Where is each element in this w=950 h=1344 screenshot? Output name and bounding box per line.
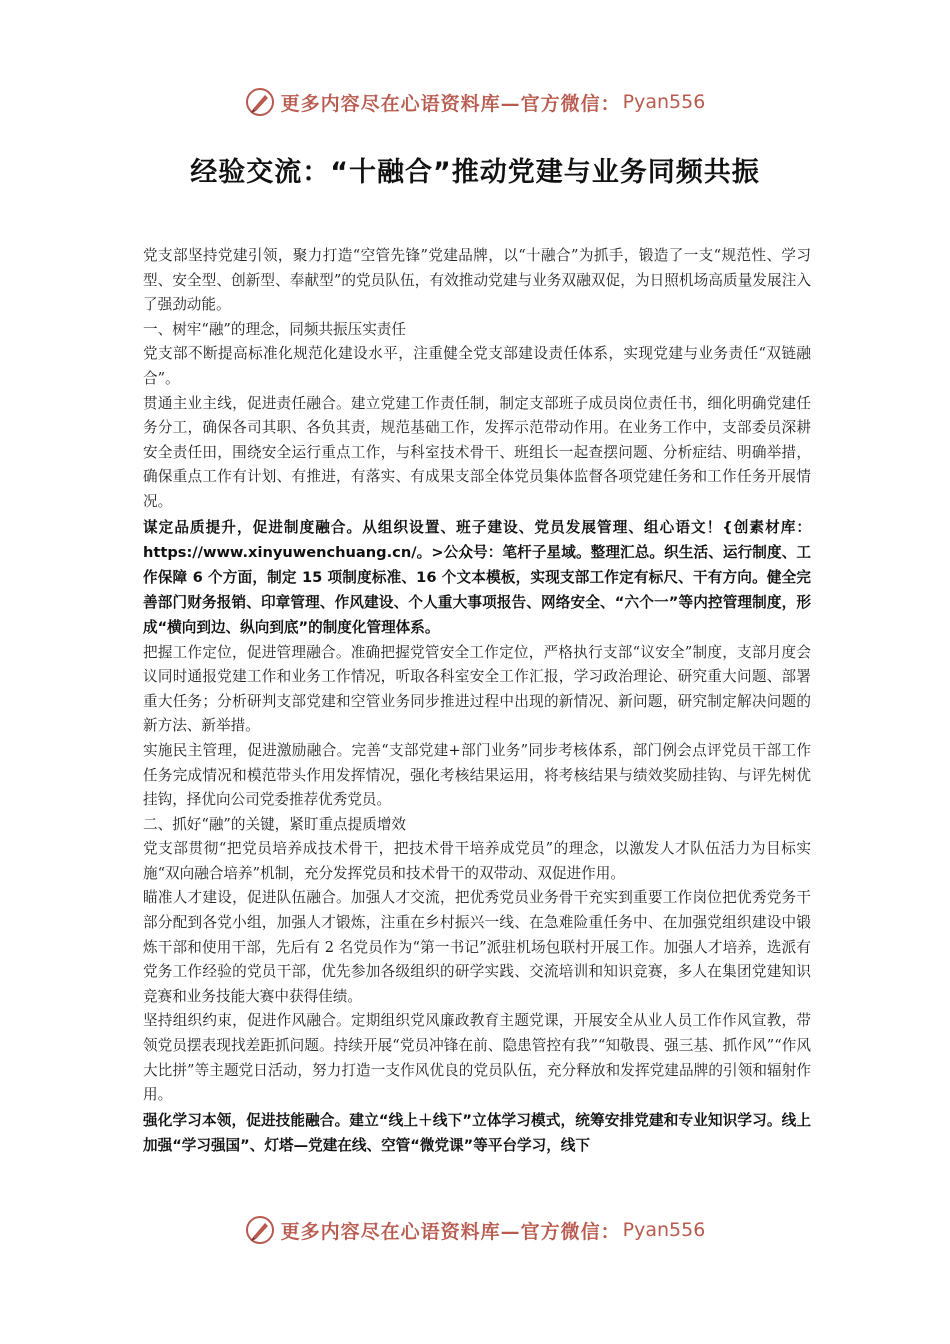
paragraph: 党支部贯彻“把党员培养成技术骨干，把技术骨干培养成党员”的理念，以激发人才队伍活力为目标实施“双向融合培养”机制，充分发挥党员和技术骨干的双带动、双促进作用。 xyxy=(143,840,811,882)
paragraph: 党支部坚持党建引领，聚力打造“空管先锋”党建品牌，以“十融合”为抓手，锻造了一支“规范性、学习型、安全型、创新型、奉献型”的党员队伍，有效推动党建与业务双融双促，为日照机场高质量发展注入了强劲动能。 xyxy=(143,247,811,314)
paragraph: 坚持组织约束，促进作风融合。定期组织党风廉政教育主题党课，开展安全从业人员工作作风宣教，带领党员摆表现找差距抓问题。持续开展“党员冲锋在前、隐患管控有我”“知敬畏、强三基、抓作风”“作风大比拼”等主题党日活动，努力打造一支作风优良的党员队伍，充分释放和发挥党建品牌的引领和辐射作用。 xyxy=(143,1012,811,1104)
pen-logo-icon xyxy=(245,1215,275,1245)
document-body xyxy=(143,244,811,1158)
document-title: 经验交流：“十融合”推动党建与业务同频共振 xyxy=(190,157,760,188)
section-heading: 一、树牢“融”的理念，同频共振压实责任 xyxy=(143,320,407,338)
paragraph: 实施民主管理，促进激励融合。完善“支部党建+部门业务”同步考核体系，部门例会点评党员干部工作任务完成情况和模范带头作用发挥情况，强化考核结果运用，将考核结果与绩效奖励挂钩、与评先树优挂钩，择优向公司党委推荐优秀党员。 xyxy=(143,741,811,809)
header-banner xyxy=(0,82,950,122)
section-heading: 二、抓好“融”的关键，紧盯重点提质增效 xyxy=(143,815,407,833)
pen-logo-icon xyxy=(245,87,275,117)
banner-wechat-id: Pyan556 xyxy=(622,91,706,113)
paragraph: 把握工作定位，促进管理融合。准确把握党管安全工作定位，严格执行支部“议安全”制度，支部月度会议同时通报党建工作和业务工作情况，听取各科室安全工作汇报，学习政治理论、研究重大问题、部署重大任务；分析研判支部党建和空管业务同步推进过程中出现的新情况、新问题，研究制定解决问题的新方法、新举措。 xyxy=(143,643,811,735)
paragraph: 贯通主业主线，促进责任融合。建立党建工作责任制，制定支部班子成员岗位责任书，细化明确党建任务分工，确保各司其职、各负其责，规范基础工作，发挥示范带动作用。在业务工作中，支部委员深耕安全责任田，围绕安全运行重点工作，与科室技术骨干、班组长一起查摆问题、分析症结、明确举措，确保重点工作有计划、有推进，有落实、有成果支部全体党员集体监督各项党建任务和工作任务开展情况。 xyxy=(143,394,811,510)
paragraph-bold: 强化学习本领，促进技能融合。建立“线上＋线下”立体学习模式，统筹安排党建和专业知识学习。线上加强“学习强国”、灯塔—党建在线、空管“微党课”等平台学习，线下 xyxy=(143,1111,811,1155)
banner-text: 更多内容尽在心语资料库—官方微信： xyxy=(280,1220,621,1243)
banner-text: 更多内容尽在心语资料库—官方微信： xyxy=(280,92,621,115)
paragraph-bold: 谋定品质提升，促进制度融合。从组织设置、班子建设、党员发展管理、组心语文！{创素材库：https://www.xinyuwenchuang.cn/。>公众号：笔杆子星域。整理汇总。织生活、运行制度、工作保障 6 个方面，制定 15 项制度标准、16 个文本模板，实现支部工作定有标尺、干有方向。健全完善部门财务报销、印章管理、作风建设、个人重大事项报告、网络安全、“六个一”等内控管理制度，形成“横向到边、纵向到底”的制度化管理体系。 xyxy=(143,518,811,637)
paragraph: 瞄准人才建设，促进队伍融合。加强人才交流，把优秀党员业务骨干充实到重要工作岗位把优秀党务干部分配到各党小组，加强人才锻炼，注重在乡村振兴一线、在急难险重任务中、在加强党组织建设中锻炼干部和使用干部，先后有 2 名党员作为“第一书记”派驻机场包联村开展工作。加强人才培养，选派有党务工作经验的党员干部，优先参加各级组织的研学实践、交流培训和知识竞赛，多人在集团党建知识竞赛和业务技能大赛中获得佳绩。 xyxy=(143,889,811,1005)
footer-banner xyxy=(0,1210,950,1250)
paragraph: 党支部不断提高标准化规范化建设水平，注重健全党支部建设责任体系，实现党建与业务责任“双链融合”。 xyxy=(143,345,811,387)
banner-wechat-id: Pyan556 xyxy=(622,1219,706,1241)
